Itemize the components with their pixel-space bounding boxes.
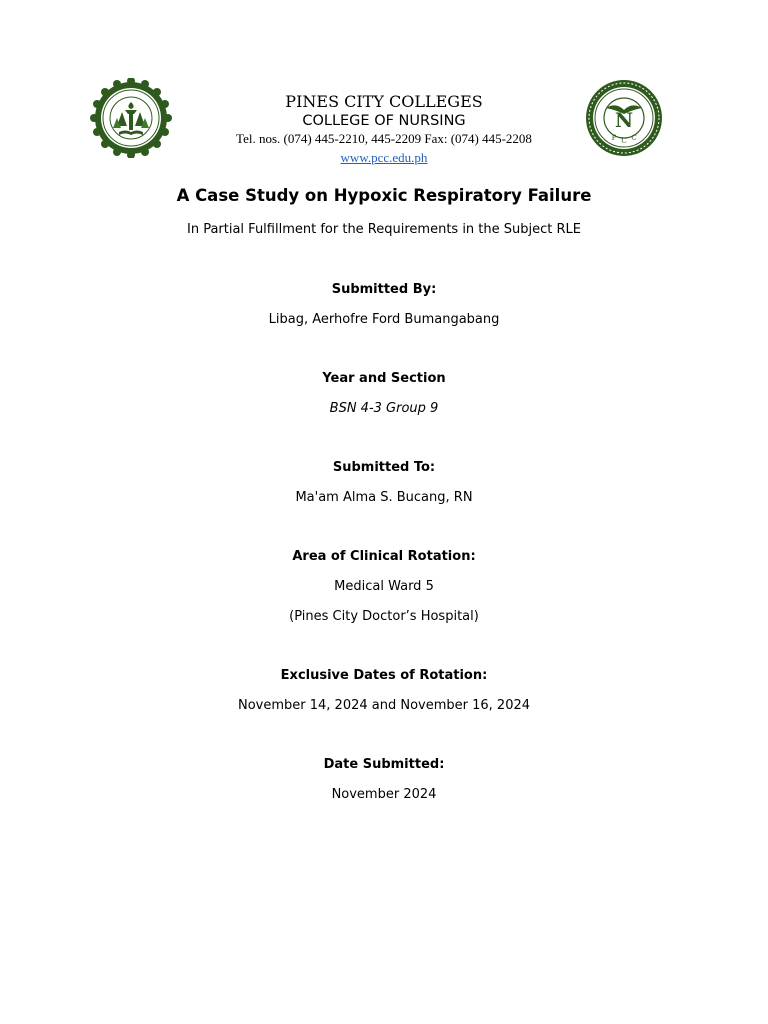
svg-text:N: N — [614, 108, 634, 132]
submitted-to-label: Submitted To: — [332, 460, 436, 475]
date-submitted-value: November 2024 — [331, 787, 437, 802]
document-subtitle: In Partial Fulfillment for the Requirements in the Subject RLE — [186, 222, 581, 237]
area-of-rotation-ward: Medical Ward 5 — [334, 579, 434, 594]
contact-numbers: Tel. nos. (074) 445-2210, 445-2209 Fax: (074) 445-2208 — [236, 131, 532, 146]
submitted-by-label: Submitted By: — [331, 282, 437, 297]
pines-city-colleges-seal-icon — [85, 78, 177, 158]
submitted-by-value: Libag, Aerhofre Ford Bumangabang — [268, 312, 500, 327]
document-title: A Case Study on Hypoxic Respiratory Failure — [176, 186, 592, 205]
area-of-rotation-hospital: (Pines City Doctor’s Hospital) — [289, 609, 479, 624]
college-of-nursing-seal-icon — [578, 78, 670, 158]
svg-text:C: C — [621, 137, 627, 145]
rotation-dates-value: November 14, 2024 and November 16, 2024 — [237, 698, 531, 713]
year-section-label: Year and Section — [322, 371, 446, 386]
rotation-dates-label: Exclusive Dates of Rotation: — [280, 668, 488, 683]
area-of-rotation-label: Area of Clinical Rotation: — [292, 549, 476, 564]
school-name: PINES CITY COLLEGES — [285, 92, 483, 111]
date-submitted-label: Date Submitted: — [323, 757, 445, 772]
website-link[interactable]: www.pcc.edu.ph — [340, 150, 428, 165]
year-section-value: BSN 4-3 Group 9 — [329, 401, 439, 416]
svg-text:P: P — [611, 134, 617, 142]
submitted-to-value: Ma'am Alma S. Bucang, RN — [295, 490, 473, 505]
svg-text:C: C — [631, 134, 637, 142]
letterhead — [184, 92, 584, 166]
college-name: COLLEGE OF NURSING — [302, 113, 466, 129]
